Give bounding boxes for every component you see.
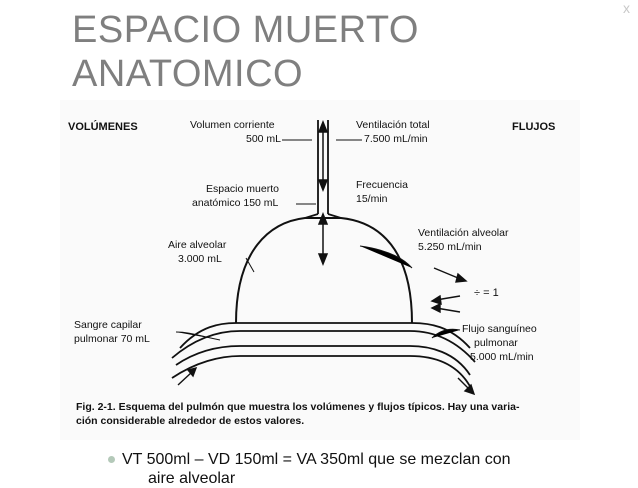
label-total-ventilation-value: 7.500 mL/min <box>364 133 428 145</box>
slide-title-line1: ESPACIO MUERTO <box>72 9 419 51</box>
label-capillary-blood: Sangre capilar <box>74 319 142 331</box>
label-blood-flow-value: 5.000 mL/min <box>470 351 534 363</box>
label-alveolar-ventilation-value: 5.250 mL/min <box>418 241 482 253</box>
label-dead-space: Espacio muerto <box>206 183 279 195</box>
label-tidal-volume: Volumen corriente <box>190 119 275 131</box>
bullet-item-text-continued: aire alveolar <box>148 470 236 487</box>
alveolar-dome <box>236 218 412 323</box>
label-frequency-value: 15/min <box>356 193 388 205</box>
label-blood-flow-2: pulmonar <box>474 337 518 349</box>
label-vq-ratio: ÷ = 1 <box>474 287 499 299</box>
slide-title <box>72 8 592 96</box>
capillary-bands <box>172 323 475 390</box>
heading-flows: FLUJOS <box>512 121 556 133</box>
label-tidal-volume-value: 500 mL <box>246 133 282 145</box>
label-total-ventilation: Ventilación total <box>356 119 430 131</box>
figure-caption-line1: Fig. 2-1. Esquema del pulmón que muestra los volúmenes y flujos típicos. Hay una varia- <box>76 401 520 413</box>
blood-flow-arrows <box>178 368 474 394</box>
label-blood-flow: Flujo sanguíneo <box>462 323 537 335</box>
label-alveolar-ventilation: Ventilación alveolar <box>418 227 509 239</box>
bullet-item-text: VT 500ml – VD 150ml = VA 350ml que se mezclan con <box>122 451 511 468</box>
lung-diagram-svg <box>60 100 580 440</box>
heading-volumes: VOLÚMENES <box>68 121 138 133</box>
figure-caption <box>76 400 586 428</box>
gas-exchange-arrows <box>432 268 466 312</box>
lung-diagram <box>60 100 580 440</box>
airflow-arrows <box>319 122 327 264</box>
label-capillary-blood-value: pulmonar 70 mL <box>74 333 150 345</box>
label-dead-space-value: anatómico 150 mL <box>192 197 279 209</box>
close-icon: x <box>623 0 630 16</box>
bullet-icon <box>108 456 115 463</box>
label-alveolar-air-value: 3.000 mL <box>178 253 222 265</box>
figure-caption-line2: ción considerable alrededor de estos valores. <box>76 415 305 427</box>
slide-title-line2: ANATOMICO <box>72 53 304 95</box>
label-alveolar-air: Aire alveolar <box>168 239 227 251</box>
label-frequency: Frecuencia <box>356 179 408 191</box>
